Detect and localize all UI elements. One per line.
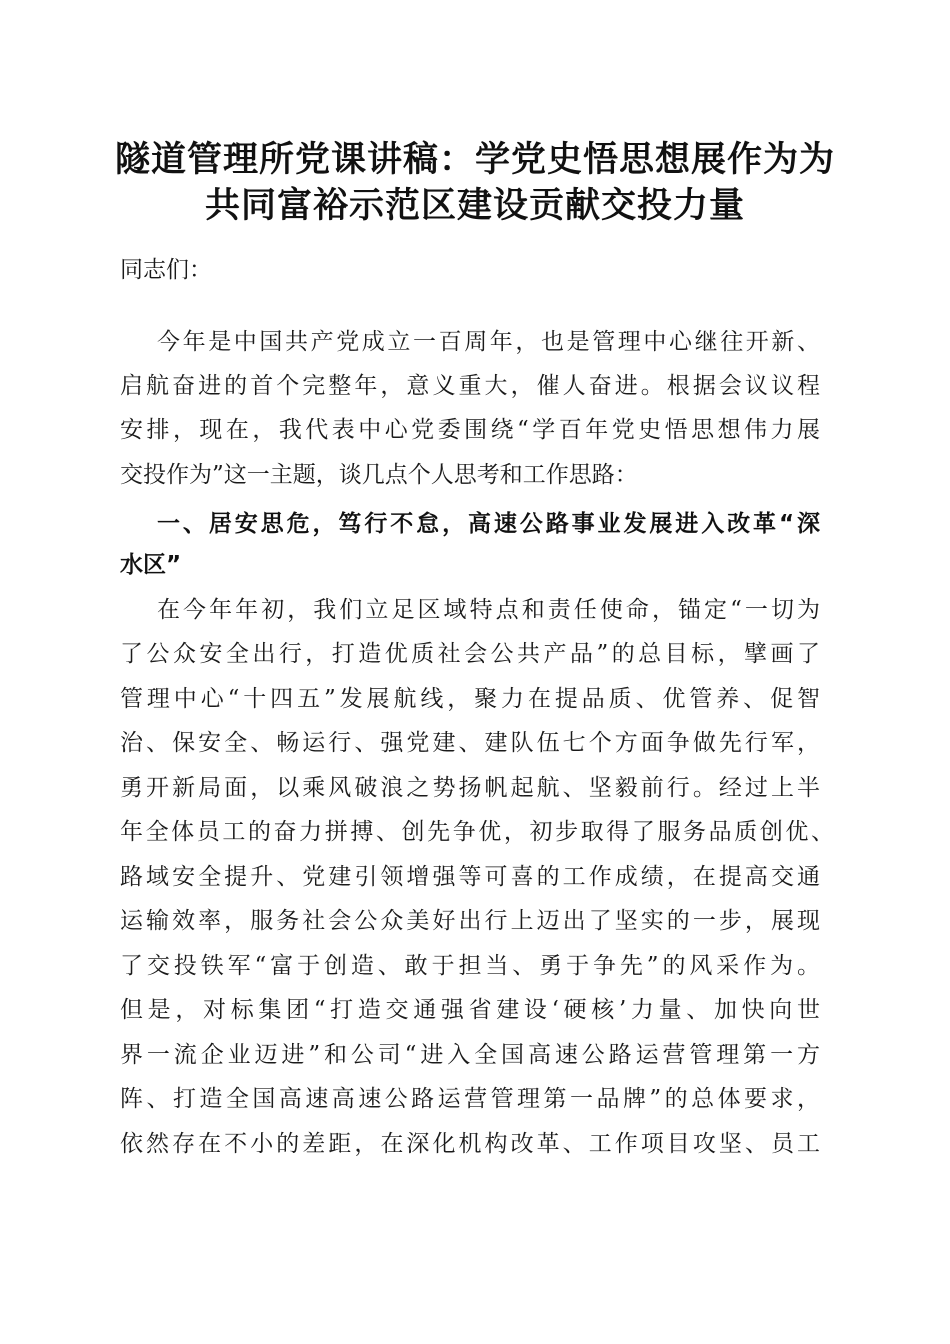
paragraph-line: 启航奋进的首个完整年，意义重大，催人奋进。根据会议议程 xyxy=(120,373,820,399)
document-title-line-2: 共同富裕示范区建设贡献交投力量 xyxy=(204,185,745,226)
paragraph-line: 路域安全提升、党建引领增强等可喜的工作成绩，在提高交通 xyxy=(120,864,820,890)
paragraph-line: 在今年年初，我们立足区域特点和责任使命，锚定“一切为 xyxy=(157,597,820,623)
section-heading: 一、居安思危，笃行不怠，高速公路事业发展进入改革“深 xyxy=(157,511,820,537)
paragraph-line: 安排，现在，我代表中心党委围绕“学百年党史悟思想伟力展 xyxy=(120,417,820,443)
document-title-line-1: 隧道管理所党课讲稿：学党史悟思想展作为为 xyxy=(114,139,835,180)
paragraph-line: 管理中心“十四五”发展航线，聚力在提品质、优管养、促智 xyxy=(120,686,820,712)
paragraph-line: 但是，对标集团“打造交通强省建设‘硬核’力量、加快向世 xyxy=(120,997,820,1023)
paragraph-line: 依然存在不小的差距，在深化机构改革、工作项目攻坚、员工 xyxy=(120,1131,820,1157)
paragraph-line: 年全体员工的奋力拼搏、创先争优，初步取得了服务品质创优、 xyxy=(120,819,834,845)
paragraph-line: 治、保安全、畅运行、强党建、建队伍七个方面争做先行军， xyxy=(120,730,820,756)
section-heading-continued: 水区” xyxy=(120,552,182,578)
salutation: 同志们： xyxy=(120,257,212,283)
paragraph-line: 了公众安全出行，打造优质社会公共产品”的总目标，擘画了 xyxy=(120,641,820,667)
paragraph-line: 交投作为”这一主题，谈几点个人思考和工作思路： xyxy=(120,462,638,488)
paragraph-line: 了交投铁军“富于创造、敢于担当、勇于争先”的风采作为。 xyxy=(120,953,820,979)
paragraph-line: 运输效率，服务社会公众美好出行上迈出了坚实的一步，展现 xyxy=(120,908,820,934)
paragraph-line: 勇开新局面，以乘风破浪之势扬帆起航、坚毅前行。经过上半 xyxy=(120,775,820,801)
paragraph-line: 界一流企业迈进”和公司“进入全国高速公路运营管理第一方 xyxy=(120,1042,820,1068)
paragraph-line: 阵、打造全国高速高速公路运营管理第一品牌”的总体要求， xyxy=(120,1086,820,1112)
paragraph-line: 今年是中国共产党成立一百周年，也是管理中心继往开新、 xyxy=(157,329,820,355)
